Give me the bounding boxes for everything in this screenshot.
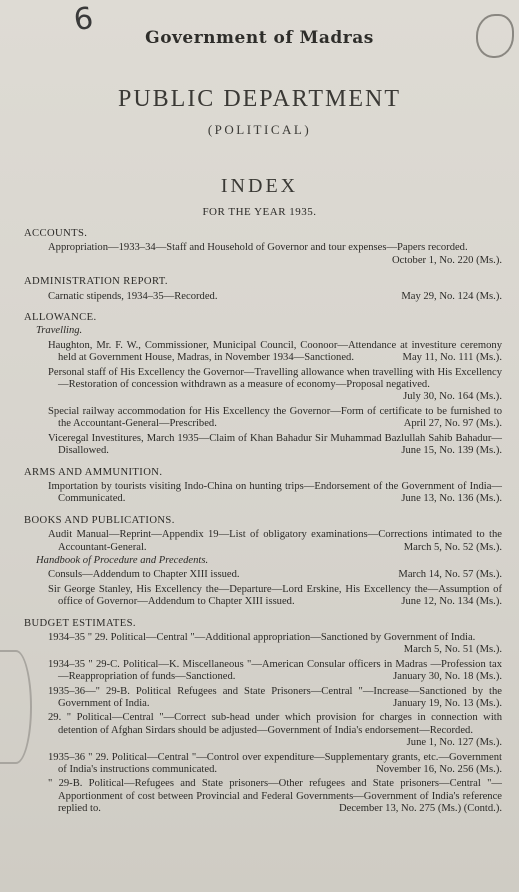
- index-entry: [48, 291, 502, 303]
- index-section: [24, 467, 502, 506]
- handwritten-page-number: 6: [71, 0, 96, 39]
- index-entry: [48, 242, 502, 267]
- entry-text: Viceregal Investitures, March 1935—Claim of Khan Bahadur Sir Muhammad Bazlullah Sahib Bahadur—Disallowed.: [48, 432, 502, 457]
- entry-reference: December 13, No. 275 (Ms.) (Contd.).: [339, 803, 502, 815]
- entry-reference: June 13, No. 136 (Ms.).: [401, 493, 502, 505]
- entry-text: Appropriation—1933–34—Staff and Household of Governor and tour expenses—Papers recorded.: [48, 242, 468, 254]
- index-entry: [48, 752, 502, 777]
- entry-reference: May 11, No. 111 (Ms.).: [402, 352, 502, 364]
- government-heading: Government of Madras: [145, 28, 374, 48]
- entry-text: Sir George Stanley, His Excellency the—Departure—Lord Erskine, His Excellency the—Assumption of office of Governor—Addendum to Chapter XIII issued.: [48, 583, 502, 608]
- entry-reference: June 15, No. 139 (Ms.).: [401, 445, 502, 457]
- entry-reference: April 27, No. 97 (Ms.).: [403, 418, 502, 430]
- section-title: ALLOWANCE.: [24, 312, 97, 324]
- entry-text: 1935–36—" 29-B. Political Refugees and State Prisoners—Central "—Increase—Sanctioned by the Government of India.: [48, 685, 502, 709]
- index-entry: [48, 659, 502, 684]
- year-line: FOR THE YEAR 1935.: [202, 206, 317, 218]
- index-entry: [48, 340, 502, 365]
- index-entry: [48, 686, 502, 711]
- index-section: [24, 228, 502, 267]
- entry-text: Personal staff of His Excellency the Governor—Travelling allowance when travelling with His Excellency—Restoration of concession withdrawn as a measure of economy—Proposal negatived.: [48, 366, 502, 391]
- index-entry: [48, 778, 502, 815]
- entry-text: " 29-B. Political—Refugees and State prisoners—Other refugees and State prisoners—Central "—Apportionment of cost between Provincial and Federal Governments—Government of India's reference replied to.: [48, 778, 502, 815]
- index-entry: [48, 632, 502, 657]
- entry-text: 1934–35 " 29-C. Political—K. Miscellaneous "—American Consular officers in Madras —Profession tax—Reappropriation of funds—Sanctioned.: [48, 658, 502, 683]
- entry-text: 29. " Political—Central "—Correct sub-head under which provision for charges in connection with detention of Afghan Sirdars should be adjusted—Government of India's endorsement—Recorded.: [48, 712, 502, 736]
- section-title: ARMS AND AMMUNITION.: [24, 466, 163, 478]
- entry-reference: October 1, No. 220 (Ms.).: [391, 254, 502, 266]
- entry-reference: May 29, No. 124 (Ms.).: [401, 290, 502, 302]
- entry-text: Haughton, Mr. F. W., Commissioner, Municipal Council, Coonoor—Attendance at investiture ceremony held at Government House, Madras, in November 1934—Sanctioned.: [48, 339, 502, 364]
- index-entry: [48, 406, 502, 431]
- entry-reference: March 5, No. 52 (Ms.).: [403, 541, 502, 553]
- index-entry: [48, 584, 502, 609]
- entry-reference: June 12, No. 134 (Ms.).: [401, 596, 502, 608]
- entry-text: Importation by tourists visiting Indo-China on hunting trips—Endorsement of the Government of India—Communicated.: [48, 480, 502, 505]
- section-title: ADMINISTRATION REPORT.: [24, 276, 168, 288]
- department-heading: PUBLIC DEPARTMENT: [117, 86, 402, 112]
- index-entry: [48, 481, 502, 506]
- entry-text: Audit Manual—Reprint—Appendix 19—List of obligatory examinations—Corrections intimated to the Accountant-General.: [48, 529, 502, 553]
- index-section: [24, 312, 502, 457]
- index-entry: [48, 529, 502, 554]
- index-entry: [48, 367, 502, 404]
- entry-text: Consuls—Addendum to Chapter XIII issued.: [48, 569, 240, 581]
- index-section: [24, 276, 502, 303]
- entry-text: Special railway accommodation for His Excellency the Governor—Form of certificate to be furnished to the Accountant-General—Prescribed.: [48, 405, 502, 430]
- entry-text: 1935–36 " 29. Political—Central "—Control over expenditure—Supplementary grants, etc.—Government of India's instructions communicated.: [48, 751, 502, 776]
- entry-reference: July 30, No. 164 (Ms.).: [403, 391, 502, 403]
- index-entry: [48, 433, 502, 458]
- index-entry: [48, 569, 502, 581]
- entry-reference: November 16, No. 256 (Ms.).: [376, 764, 502, 776]
- section-title: BUDGET ESTIMATES.: [24, 617, 136, 629]
- entry-text: Carnatic stipends, 1934–35—Recorded.: [48, 290, 218, 302]
- section-subtitle: Handbook of Procedure and Precedents.: [36, 554, 209, 566]
- entry-text: 1934–35 " 29. Political—Central "—Additional appropriation—Sanctioned by Government of India.: [48, 631, 476, 643]
- entry-reference: January 19, No. 13 (Ms.).: [393, 698, 502, 709]
- index-section: [24, 515, 502, 609]
- index-entry: [48, 712, 502, 749]
- entry-reference: June 1, No. 127 (Ms.).: [406, 737, 502, 749]
- index-section: [24, 618, 502, 816]
- section-title: ACCOUNTS.: [24, 228, 88, 239]
- section-subtitle: Travelling.: [36, 325, 83, 337]
- entry-reference: March 14, No. 57 (Ms.).: [398, 569, 502, 581]
- subdepartment-heading: (POLITICAL): [207, 122, 312, 137]
- index-content: [24, 226, 502, 816]
- entry-reference: January 30, No. 18 (Ms.).: [393, 671, 502, 683]
- index-title: INDEX: [220, 175, 299, 197]
- entry-reference: March 5, No. 51 (Ms.).: [403, 644, 502, 656]
- section-title: BOOKS AND PUBLICATIONS.: [24, 514, 175, 526]
